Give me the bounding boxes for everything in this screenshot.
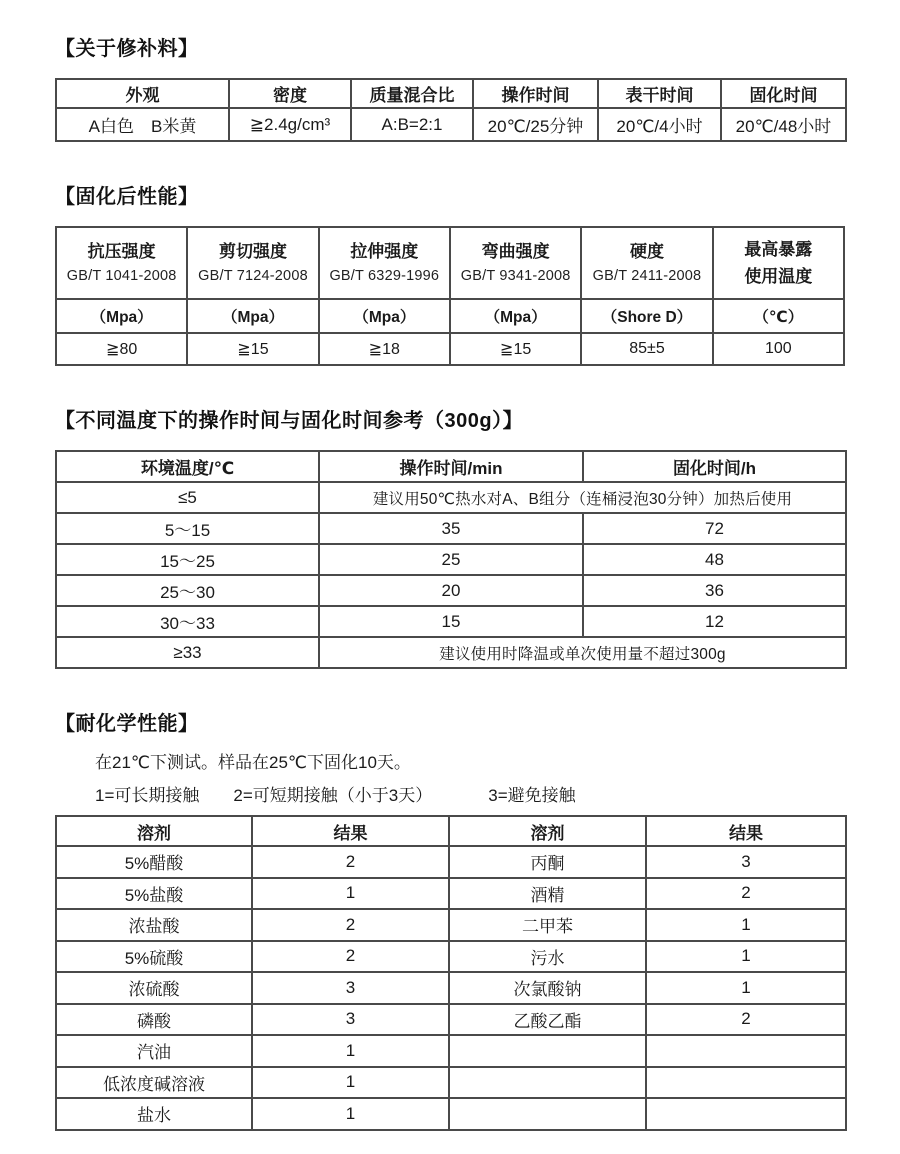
- work-time-cell: 35: [319, 513, 583, 544]
- table-row: [56, 941, 846, 973]
- repair-material-table: [55, 78, 847, 142]
- table-row: [56, 637, 846, 668]
- solvent-cell: 5%醋酸: [56, 846, 252, 878]
- property-name-line2: 使用温度: [744, 267, 813, 286]
- table-row: [56, 606, 846, 637]
- property-name: 抗压强度: [87, 242, 156, 261]
- advice-cell: 建议使用时降温或单次使用量不超过300g: [319, 637, 846, 668]
- result-cell: 1: [646, 909, 846, 941]
- table-row: [56, 846, 846, 878]
- temp-range-cell: 30～33: [56, 606, 319, 637]
- value-cell: ≧15: [187, 333, 318, 365]
- value-cell: 85±5: [581, 333, 712, 365]
- result-cell: [646, 1098, 846, 1130]
- solvent-cell: 汽油: [56, 1035, 252, 1067]
- chemical-resistance-table: [55, 815, 847, 1131]
- section-title-cured-performance: 【固化后性能】: [55, 186, 199, 208]
- solvent-cell: 污水: [449, 941, 646, 973]
- table-row: [56, 1098, 846, 1130]
- advice-cell: 建议用50℃热水对A、B组分（连桶浸泡30分钟）加热后使用: [319, 482, 846, 513]
- table-row: [56, 108, 846, 141]
- work-time-value: 20℃/25分钟: [473, 108, 598, 141]
- header-compressive-strength: [56, 227, 187, 299]
- header-solvent: 溶剂: [56, 816, 252, 846]
- header-mix-ratio: 质量混合比: [351, 79, 473, 108]
- cure-time-cell: 48: [583, 544, 846, 575]
- result-cell: [646, 1035, 846, 1067]
- header-solvent: 溶剂: [449, 816, 646, 846]
- tackfree-time-value: 20℃/4小时: [598, 108, 721, 141]
- result-cell: 3: [252, 972, 449, 1004]
- value-cell: ≧18: [319, 333, 450, 365]
- unit-cell: （Mpa）: [319, 299, 450, 333]
- result-cell: 1: [646, 972, 846, 1004]
- solvent-cell: 次氯酸钠: [449, 972, 646, 1004]
- header-max-exposure-temp: [713, 227, 844, 299]
- property-name: 剪切强度: [218, 242, 287, 261]
- table-row: [56, 878, 846, 910]
- header-result: 结果: [252, 816, 449, 846]
- result-cell: 2: [646, 1004, 846, 1036]
- property-name: 拉伸强度: [350, 242, 419, 261]
- cure-time-cell: 12: [583, 606, 846, 637]
- temp-range-cell: ≥33: [56, 637, 319, 668]
- result-cell: 3: [252, 1004, 449, 1036]
- result-cell: 1: [646, 941, 846, 973]
- temp-range-cell: 25～30: [56, 575, 319, 606]
- table-row: [56, 482, 846, 513]
- density-value: ≧2.4g/cm³: [229, 108, 351, 141]
- section-title-about-repair-material: 【关于修补料】: [55, 38, 199, 60]
- table-header-row: [56, 451, 846, 482]
- unit-cell: （℃）: [713, 299, 844, 333]
- header-tackfree-time: 表干时间: [598, 79, 721, 108]
- solvent-cell: 酒精: [449, 878, 646, 910]
- legend-item-3: 3=避免接触: [488, 786, 576, 805]
- temp-range-cell: ≤5: [56, 482, 319, 513]
- property-standard: GB/T 2411-2008: [592, 268, 702, 284]
- header-work-time: 操作时间: [473, 79, 598, 108]
- table-row: [56, 1067, 846, 1099]
- legend-item-1: 1=可长期接触: [95, 786, 200, 805]
- header-density: 密度: [229, 79, 351, 108]
- property-name: 最高暴露: [744, 240, 813, 259]
- header-cure-time-h: 固化时间/h: [583, 451, 846, 482]
- result-cell: 3: [646, 846, 846, 878]
- header-appearance: 外观: [56, 79, 229, 108]
- table-header-row: [56, 816, 846, 846]
- header-cure-time: 固化时间: [721, 79, 846, 108]
- solvent-cell: [449, 1035, 646, 1067]
- value-cell: ≧80: [56, 333, 187, 365]
- result-cell: 1: [252, 1098, 449, 1130]
- header-tensile-strength: [319, 227, 450, 299]
- table-row: [56, 575, 846, 606]
- cure-time-cell: 72: [583, 513, 846, 544]
- header-shear-strength: [187, 227, 318, 299]
- appearance-value: A白色 B米黄: [56, 108, 229, 141]
- temp-range-cell: 5～15: [56, 513, 319, 544]
- solvent-cell: 磷酸: [56, 1004, 252, 1036]
- unit-row: [56, 299, 844, 333]
- result-cell: 1: [252, 878, 449, 910]
- table-row: [56, 513, 846, 544]
- property-standard: GB/T 9341-2008: [460, 268, 571, 284]
- rating-legend: [95, 786, 845, 806]
- property-standard: GB/T 7124-2008: [198, 268, 308, 284]
- header-hardness: [581, 227, 712, 299]
- table-row: [56, 1004, 846, 1036]
- work-time-cell: 25: [319, 544, 583, 575]
- solvent-cell: 二甲苯: [449, 909, 646, 941]
- unit-cell: （Mpa）: [450, 299, 581, 333]
- mix-ratio-value: A:B=2:1: [351, 108, 473, 141]
- unit-cell: （Shore D）: [581, 299, 712, 333]
- property-standard: GB/T 1041-2008: [66, 268, 177, 284]
- result-cell: 1: [252, 1035, 449, 1067]
- result-cell: 2: [646, 878, 846, 910]
- cure-time-cell: 36: [583, 575, 846, 606]
- table-row: [56, 972, 846, 1004]
- work-time-cell: 15: [319, 606, 583, 637]
- result-cell: 2: [252, 846, 449, 878]
- temp-range-cell: 15～25: [56, 544, 319, 575]
- solvent-cell: 乙酸乙酯: [449, 1004, 646, 1036]
- table-header-row: [56, 79, 846, 108]
- solvent-cell: 丙酮: [449, 846, 646, 878]
- header-flexural-strength: [450, 227, 581, 299]
- result-cell: 1: [252, 1067, 449, 1099]
- value-cell: ≧15: [450, 333, 581, 365]
- property-name: 硬度: [629, 242, 664, 261]
- value-row: [56, 333, 844, 365]
- property-standard: GB/T 6329-1996: [329, 268, 440, 284]
- table-header-row: [56, 227, 844, 299]
- header-ambient-temp: 环境温度/℃: [56, 451, 319, 482]
- unit-cell: （Mpa）: [187, 299, 318, 333]
- solvent-cell: 5%硫酸: [56, 941, 252, 973]
- solvent-cell: [449, 1067, 646, 1099]
- result-cell: [646, 1067, 846, 1099]
- result-cell: 2: [252, 909, 449, 941]
- value-cell: 100: [713, 333, 844, 365]
- result-cell: 2: [252, 941, 449, 973]
- solvent-cell: [449, 1098, 646, 1130]
- temperature-time-table: [55, 450, 847, 669]
- solvent-cell: 浓盐酸: [56, 909, 252, 941]
- legend-item-2: 2=可短期接触（小于3天）: [233, 786, 433, 805]
- cure-time-value: 20℃/48小时: [721, 108, 846, 141]
- test-conditions-note: 在21℃下测试。样品在25℃下固化10天。: [95, 753, 411, 772]
- table-row: [56, 1035, 846, 1067]
- section-title-chemical-resistance: 【耐化学性能】: [55, 713, 199, 735]
- property-name: 弯曲强度: [481, 242, 550, 261]
- solvent-cell: 5%盐酸: [56, 878, 252, 910]
- solvent-cell: 浓硫酸: [56, 972, 252, 1004]
- solvent-cell: 低浓度碱溶液: [56, 1067, 252, 1099]
- cured-performance-table: [55, 226, 845, 366]
- work-time-cell: 20: [319, 575, 583, 606]
- header-work-time-min: 操作时间/min: [319, 451, 583, 482]
- section-title-time-reference: 【不同温度下的操作时间与固化时间参考（300g）】: [55, 410, 524, 432]
- table-row: [56, 544, 846, 575]
- table-row: [56, 909, 846, 941]
- solvent-cell: 盐水: [56, 1098, 252, 1130]
- unit-cell: （Mpa）: [56, 299, 187, 333]
- header-result: 结果: [646, 816, 846, 846]
